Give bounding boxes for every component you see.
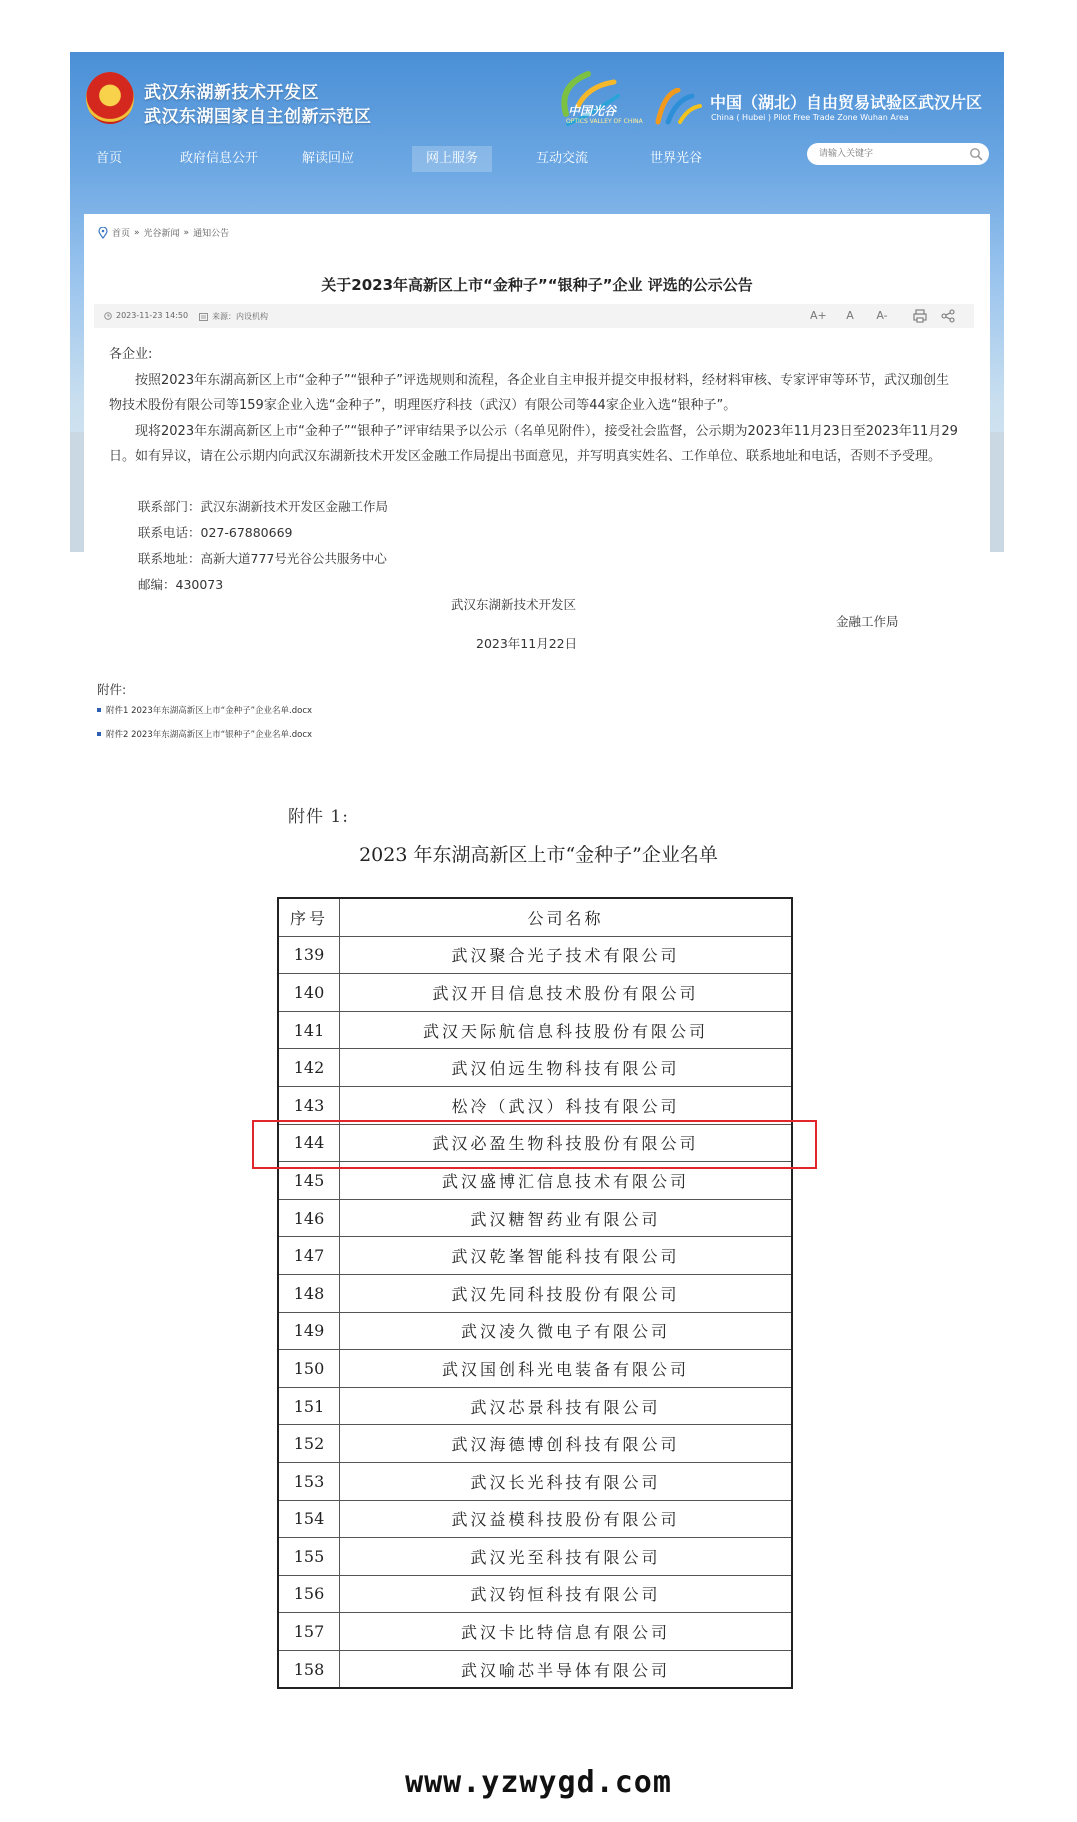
- breadcrumb-news[interactable]: 光谷新闻: [143, 229, 180, 239]
- row-number: 155: [278, 1538, 340, 1576]
- row-number: 153: [278, 1462, 340, 1500]
- company-name: 松冷（武汉）科技有限公司: [340, 1086, 793, 1124]
- search-input[interactable]: [819, 146, 959, 162]
- publish-time: [104, 311, 188, 320]
- article-source: [199, 311, 268, 322]
- row-number: 142: [278, 1049, 340, 1087]
- table-row: [278, 1650, 792, 1688]
- company-name: 武汉必盈生物科技股份有限公司: [340, 1124, 793, 1162]
- document-label: 附件 1:: [288, 807, 349, 827]
- table-row: [278, 1538, 792, 1576]
- table-row: [278, 1575, 792, 1613]
- company-table: [277, 897, 793, 1689]
- article-source-text: 来源：内设机构: [212, 312, 268, 321]
- bullet-icon: [97, 708, 101, 712]
- breadcrumb-separator: »: [134, 227, 140, 238]
- nav-gov-info[interactable]: 政府信息公开: [180, 151, 259, 166]
- breadcrumb-separator: »: [183, 227, 190, 238]
- row-number: 157: [278, 1613, 340, 1651]
- table-row: [278, 1613, 792, 1651]
- site-title-line1: 武汉东湖新技术开发区: [144, 83, 319, 103]
- company-name: 武汉开目信息技术股份有限公司: [340, 974, 793, 1012]
- company-name: 武汉伯远生物科技有限公司: [340, 1049, 793, 1087]
- watermark: www.yzwygd.com: [405, 1765, 672, 1800]
- site-title-line2: 武汉东湖国家自主创新示范区: [144, 107, 372, 127]
- highlight-box: [252, 1120, 817, 1169]
- row-number: 140: [278, 974, 340, 1012]
- breadcrumb-home[interactable]: 首页: [112, 229, 131, 239]
- table-row: [278, 1237, 792, 1275]
- table-header-row: [278, 898, 792, 936]
- ftz-subtitle: China ( Hubei ) Pilot Free Trade Zone Wuhan Area: [711, 113, 909, 122]
- row-number: 154: [278, 1500, 340, 1538]
- attachment-link-2-text[interactable]: 附件2 2023年东湖高新区上市“银种子”企业名单.docx: [106, 730, 313, 740]
- company-name: 武汉喻芯半导体有限公司: [340, 1650, 793, 1688]
- attachment-link-2[interactable]: [97, 728, 312, 740]
- nav-online-service[interactable]: 网上服务: [412, 146, 492, 172]
- table-row: [278, 1199, 792, 1237]
- table-row: [278, 1049, 792, 1087]
- row-number: 148: [278, 1274, 340, 1312]
- company-name: 武汉光至科技有限公司: [340, 1538, 793, 1576]
- company-name: 武汉卡比特信息有限公司: [340, 1613, 793, 1651]
- publish-time-text: 2023-11-23 14:50: [116, 311, 189, 320]
- national-emblem-icon: [86, 72, 134, 124]
- company-name: 武汉海德博创科技有限公司: [340, 1425, 793, 1463]
- signature-bureau: 金融工作局: [836, 614, 899, 629]
- clock-icon: [104, 312, 112, 320]
- font-normal-button[interactable]: A: [846, 309, 854, 322]
- row-number: 144: [278, 1124, 340, 1162]
- company-name: 武汉乾峯智能科技有限公司: [340, 1237, 793, 1275]
- company-name: 武汉糖智药业有限公司: [340, 1199, 793, 1237]
- row-number: 143: [278, 1086, 340, 1124]
- bullet-icon: [97, 732, 101, 736]
- row-number: 145: [278, 1162, 340, 1200]
- row-number: 147: [278, 1237, 340, 1275]
- row-number: 151: [278, 1387, 340, 1425]
- salutation: 各企业:: [109, 347, 153, 362]
- company-name: 武汉钧恒科技有限公司: [340, 1575, 793, 1613]
- company-name: 武汉聚合光子技术有限公司: [340, 936, 793, 974]
- main-nav: [70, 146, 770, 174]
- table-row: [278, 1500, 792, 1538]
- article-body: [109, 342, 959, 470]
- contact-phone: 联系电话：027-67880669: [138, 525, 293, 540]
- font-smaller-button[interactable]: A-: [876, 309, 888, 322]
- ftz-logo-icon: [654, 88, 702, 126]
- table-row: [278, 1387, 792, 1425]
- company-name: 武汉天际航信息科技股份有限公司: [340, 1011, 793, 1049]
- header-serial: 序号: [278, 898, 340, 936]
- company-name: 武汉长光科技有限公司: [340, 1462, 793, 1500]
- table-row: [278, 1350, 792, 1388]
- company-name: 武汉芯景科技有限公司: [340, 1387, 793, 1425]
- contact-department: 联系部门：武汉东湖新技术开发区金融工作局: [138, 499, 389, 514]
- company-name: 武汉益模科技股份有限公司: [340, 1500, 793, 1538]
- row-number: 141: [278, 1011, 340, 1049]
- row-number: 139: [278, 936, 340, 974]
- table-row: [278, 1425, 792, 1463]
- paragraph-1: 按照2023年东湖高新区上市“金种子”“银种子”评选规则和流程，各企业自主申报并提交申报材料，经材料审核、专家评审等环节，武汉珈创生物技术股份有限公司等159家企业入选“金种子”，明理医疗科技（武汉）有限公司等44家企业入选“银种子”。: [109, 372, 950, 413]
- attachment-link-1[interactable]: [97, 704, 312, 716]
- optics-valley-logo-text: 中国光谷: [568, 104, 617, 118]
- document-icon: [199, 313, 208, 321]
- location-pin-icon: [98, 227, 108, 239]
- print-icon[interactable]: [912, 308, 928, 324]
- share-icon[interactable]: [940, 308, 956, 324]
- nav-interpretation[interactable]: 解读回应: [302, 151, 355, 166]
- font-larger-button[interactable]: A+: [810, 309, 827, 322]
- table-row: [278, 974, 792, 1012]
- row-number: 149: [278, 1312, 340, 1350]
- signature-date: 2023年11月22日: [476, 636, 578, 651]
- search-icon[interactable]: [969, 147, 983, 161]
- ftz-title: 中国（湖北）自由贸易试验区武汉片区: [710, 93, 983, 112]
- company-name: 武汉凌久微电子有限公司: [340, 1312, 793, 1350]
- article-title: 关于2023年高新区上市“金种子”“银种子”企业 评选的公示公告: [321, 276, 753, 294]
- attachment-link-1-text[interactable]: 附件1 2023年东湖高新区上市“金种子”企业名单.docx: [106, 706, 313, 716]
- table-row: [278, 1312, 792, 1350]
- contact-address: 联系地址：高新大道777号光谷公共服务中心: [138, 551, 387, 566]
- table-row: [278, 1086, 792, 1124]
- nav-home[interactable]: 首页: [96, 151, 123, 166]
- row-number: 158: [278, 1650, 340, 1688]
- row-number: 146: [278, 1199, 340, 1237]
- breadcrumb-notices[interactable]: 通知公告: [193, 229, 230, 239]
- search-box: [807, 143, 989, 165]
- table-row: [278, 1011, 792, 1049]
- article-meta-bar: [94, 304, 974, 328]
- company-name: 武汉先同科技股份有限公司: [340, 1274, 793, 1312]
- signature-org: 武汉东湖新技术开发区: [451, 597, 577, 612]
- row-number: 156: [278, 1575, 340, 1613]
- company-name: 武汉盛博汇信息技术有限公司: [340, 1162, 793, 1200]
- table-row: [278, 1462, 792, 1500]
- breadcrumb: [98, 226, 229, 239]
- paragraph-2: 现将2023年东湖高新区上市“金种子”“银种子”评审结果予以公示（名单见附件），接受社会监督，公示期为2023年11月23日至2023年11月29日。如有异议，请在公示期内向武汉东湖新技术开发区金融工作局提出书面意见，并写明真实姓名、工作单位、联系地址和电话，否则不予受理。: [109, 423, 958, 464]
- nav-world-optics-valley[interactable]: 世界光谷: [650, 151, 703, 166]
- postcode: 邮编：430073: [138, 577, 224, 592]
- company-name: 武汉国创科光电装备有限公司: [340, 1350, 793, 1388]
- table-row: [278, 936, 792, 974]
- row-number: 150: [278, 1350, 340, 1388]
- header-company: 公司名称: [340, 898, 793, 936]
- nav-interaction[interactable]: 互动交流: [536, 151, 589, 166]
- optics-valley-logo-subtitle: OPTICS VALLEY OF CHINA: [566, 118, 643, 125]
- row-number: 152: [278, 1425, 340, 1463]
- document-title: 2023 年东湖高新区上市“金种子”企业名单: [359, 844, 718, 866]
- table-row: [278, 1274, 792, 1312]
- attachments-label: 附件:: [97, 682, 127, 697]
